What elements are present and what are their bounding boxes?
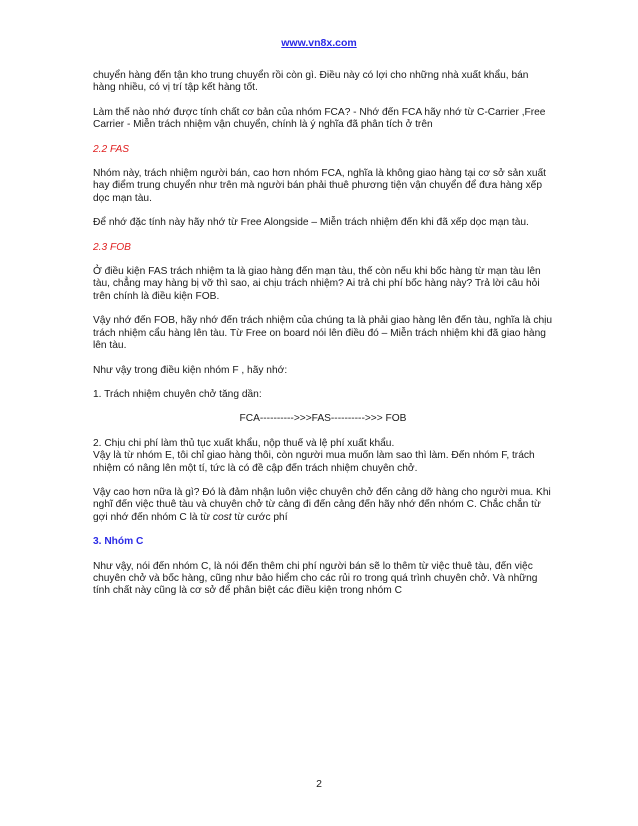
paragraph-export-costs	[93, 438, 553, 475]
paragraph-fca-fas-fob-sequence: FCA---------->>>FAS---------->>> FOB	[239, 413, 407, 425]
paragraph-group-c-description: Như vậy, nói đến nhóm C, là nói đến thêm chi phí người bán sẽ lo thêm từ việc thuê tàu, đến việc chuyên chở và bốc hàng, cũng như bảo hiểm cho các rủi ro trong quá trình chuyên chở. Và những tính chất này cũng là cơ sở để phân biệt các điều kiện trong nhóm C	[93, 560, 538, 597]
section-heading-fas: 2.2 FAS	[93, 143, 130, 155]
header-website-link[interactable]: www.vn8x.com	[281, 37, 357, 49]
paragraph-responsibility-increase: 1. Trách nhiệm chuyên chở tăng dần:	[93, 388, 262, 400]
paragraph-fas-description: Nhóm này, trách nhiệm người bán, cao hơn nhóm FCA, nghĩa là không giao hàng tại cơ sở sản xuất hay điểm trung chuyển như trên mà người bán phải thuê phương tiện vận chuyển để đưa hàng xếp dọc mạn tàu.	[93, 168, 546, 204]
paragraph-group-c-lead	[93, 487, 553, 524]
paragraph-fob-question: Ở điều kiện FAS trách nhiệm ta là giao hàng đến mạn tàu, thế còn nếu khi bốc hàng từ mạn tàu lên tàu, chẳng may hàng bị vỡ thì sao, ai chịu trách nhiệm? Ai trả chi phí bốc hàng này? Trả lời câu hỏi trên chính là điều kiện FOB.	[93, 266, 541, 302]
export-costs-line-2: Vậy là từ nhóm E, tôi chỉ giao hàng thôi, còn người mua muốn làm sao thì làm. Đến nhóm F, trách nhiệm có nâng lên một tí, tức là có đề cập đến trách nhiệm chuyên chở.	[93, 450, 535, 474]
section-heading-group-c: 3. Nhóm C	[93, 536, 144, 548]
cost-emphasis: cost	[212, 511, 232, 523]
page-number: 2	[316, 778, 322, 790]
paragraph-group-f-intro: Như vậy trong điều kiện nhóm F , hãy nhớ:	[93, 364, 288, 376]
document-body	[93, 70, 553, 610]
export-costs-line-1: 2. Chịu chi phí làm thủ tục xuất khẩu, nộp thuế và lệ phí xuất khẩu.	[93, 437, 395, 449]
group-c-lead-tail: từ cước phí	[231, 511, 288, 523]
section-heading-fob: 2.3 FOB	[93, 241, 131, 253]
paragraph-fob-remember: Vậy nhớ đến FOB, hãy nhớ đến trách nhiệm của chúng ta là phải giao hàng lên đến tàu, nghĩa là chịu trách nhiệm cẩu hàng lên tàu. Từ Free on board nói lên điều đó – Miễn trách nhiệm khi đã giao hàng lên tàu.	[93, 315, 553, 352]
paragraph-fca-remember: Làm thế nào nhớ được tính chất cơ bản của nhóm FCA? - Nhớ đến FCA hãy nhớ từ C-Carrier ,Free Carrier - Miễn trách nhiệm vận chuyển, chính là ý nghĩa đã phân tích ở trên	[93, 106, 546, 131]
paragraph-fca-benefit: chuyển hàng đến tận kho trung chuyển rồi còn gì. Điều này có lợi cho những nhà xuất khẩu, bán hàng nhiều, có vị trí tập kết hàng tốt.	[93, 70, 529, 94]
group-c-lead-text: Vậy cao hơn nữa là gì? Đó là đảm nhận luôn việc chuyên chở đến cảng dỡ hàng cho người mua. Khi nghĩ đến việc thuê tàu và chuyên chở từ cảng đi đến cảng đến hãy nhớ đến nhóm C. Chắc chắn từ gợi nhớ đến nhóm C là từ	[93, 486, 551, 523]
paragraph-fas-remember: Để nhớ đặc tính này hãy nhớ từ Free Alongside – Miễn trách nhiệm đến khi đã xếp dọc mạn tàu.	[93, 217, 529, 229]
